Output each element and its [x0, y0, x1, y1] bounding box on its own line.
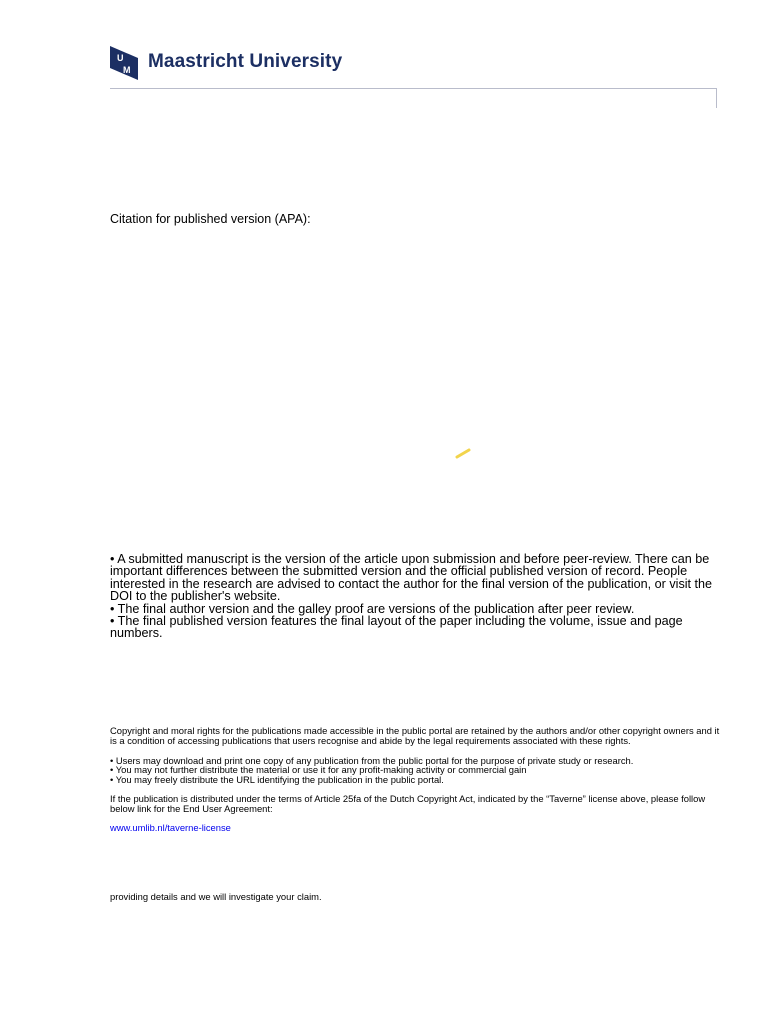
rights-bullet-download: • Users may download and print one copy of any publication from the public portal for the purpose of private study or research. — [110, 754, 634, 766]
version-note-author: • The final author version and the galley proof are versions of the publication after peer review. — [110, 601, 635, 616]
rights-bullet-url: • You may freely distribute the URL identifying the publication in the public portal. — [110, 774, 444, 786]
taverne-text: If the publication is distributed under the terms of Article 25fa of the Dutch Copyright Act, indicated by the “Taverne” license above, please follow below link for the End User Agreement: — [110, 792, 706, 814]
version-notes — [110, 553, 722, 640]
university-name: Maastricht University — [148, 51, 343, 72]
highlight-mark — [455, 446, 471, 460]
taverne-license-link[interactable]: www.umlib.nl/taverne-license — [110, 821, 231, 833]
logo-initial-u: U — [117, 53, 124, 63]
logo-initial-m: M — [123, 65, 131, 75]
um-logo-icon — [110, 46, 138, 80]
document-header — [110, 44, 717, 108]
version-note-submitted: • A submitted manuscript is the version of the article upon submission and before peer-review. There can be important differences between the submitted version and the official published version of record. People interested in the research are advised to contact the author for the final version of the publication, or visit the DOI to the publisher's website. — [110, 552, 713, 604]
header-divider-tick — [716, 88, 717, 108]
version-note-published: • The final published version features the final layout of the paper including the volume, issue and page numbers. — [110, 614, 683, 641]
header-divider — [110, 88, 716, 89]
citation-label: Citation for published version (APA): — [110, 212, 311, 226]
rights-section — [110, 726, 722, 832]
claim-text: providing details and we will investigate your claim. — [110, 891, 322, 902]
rights-intro: Copyright and moral rights for the publications made accessible in the public portal are retained by the authors and/or other copyright owners and it is a condition of accessing publications that users recognise and abide by the legal requirements associated with these rights. — [110, 725, 720, 746]
rights-bullet-distribute: • You may not further distribute the material or use it for any profit-making activity or commercial gain — [110, 764, 527, 776]
